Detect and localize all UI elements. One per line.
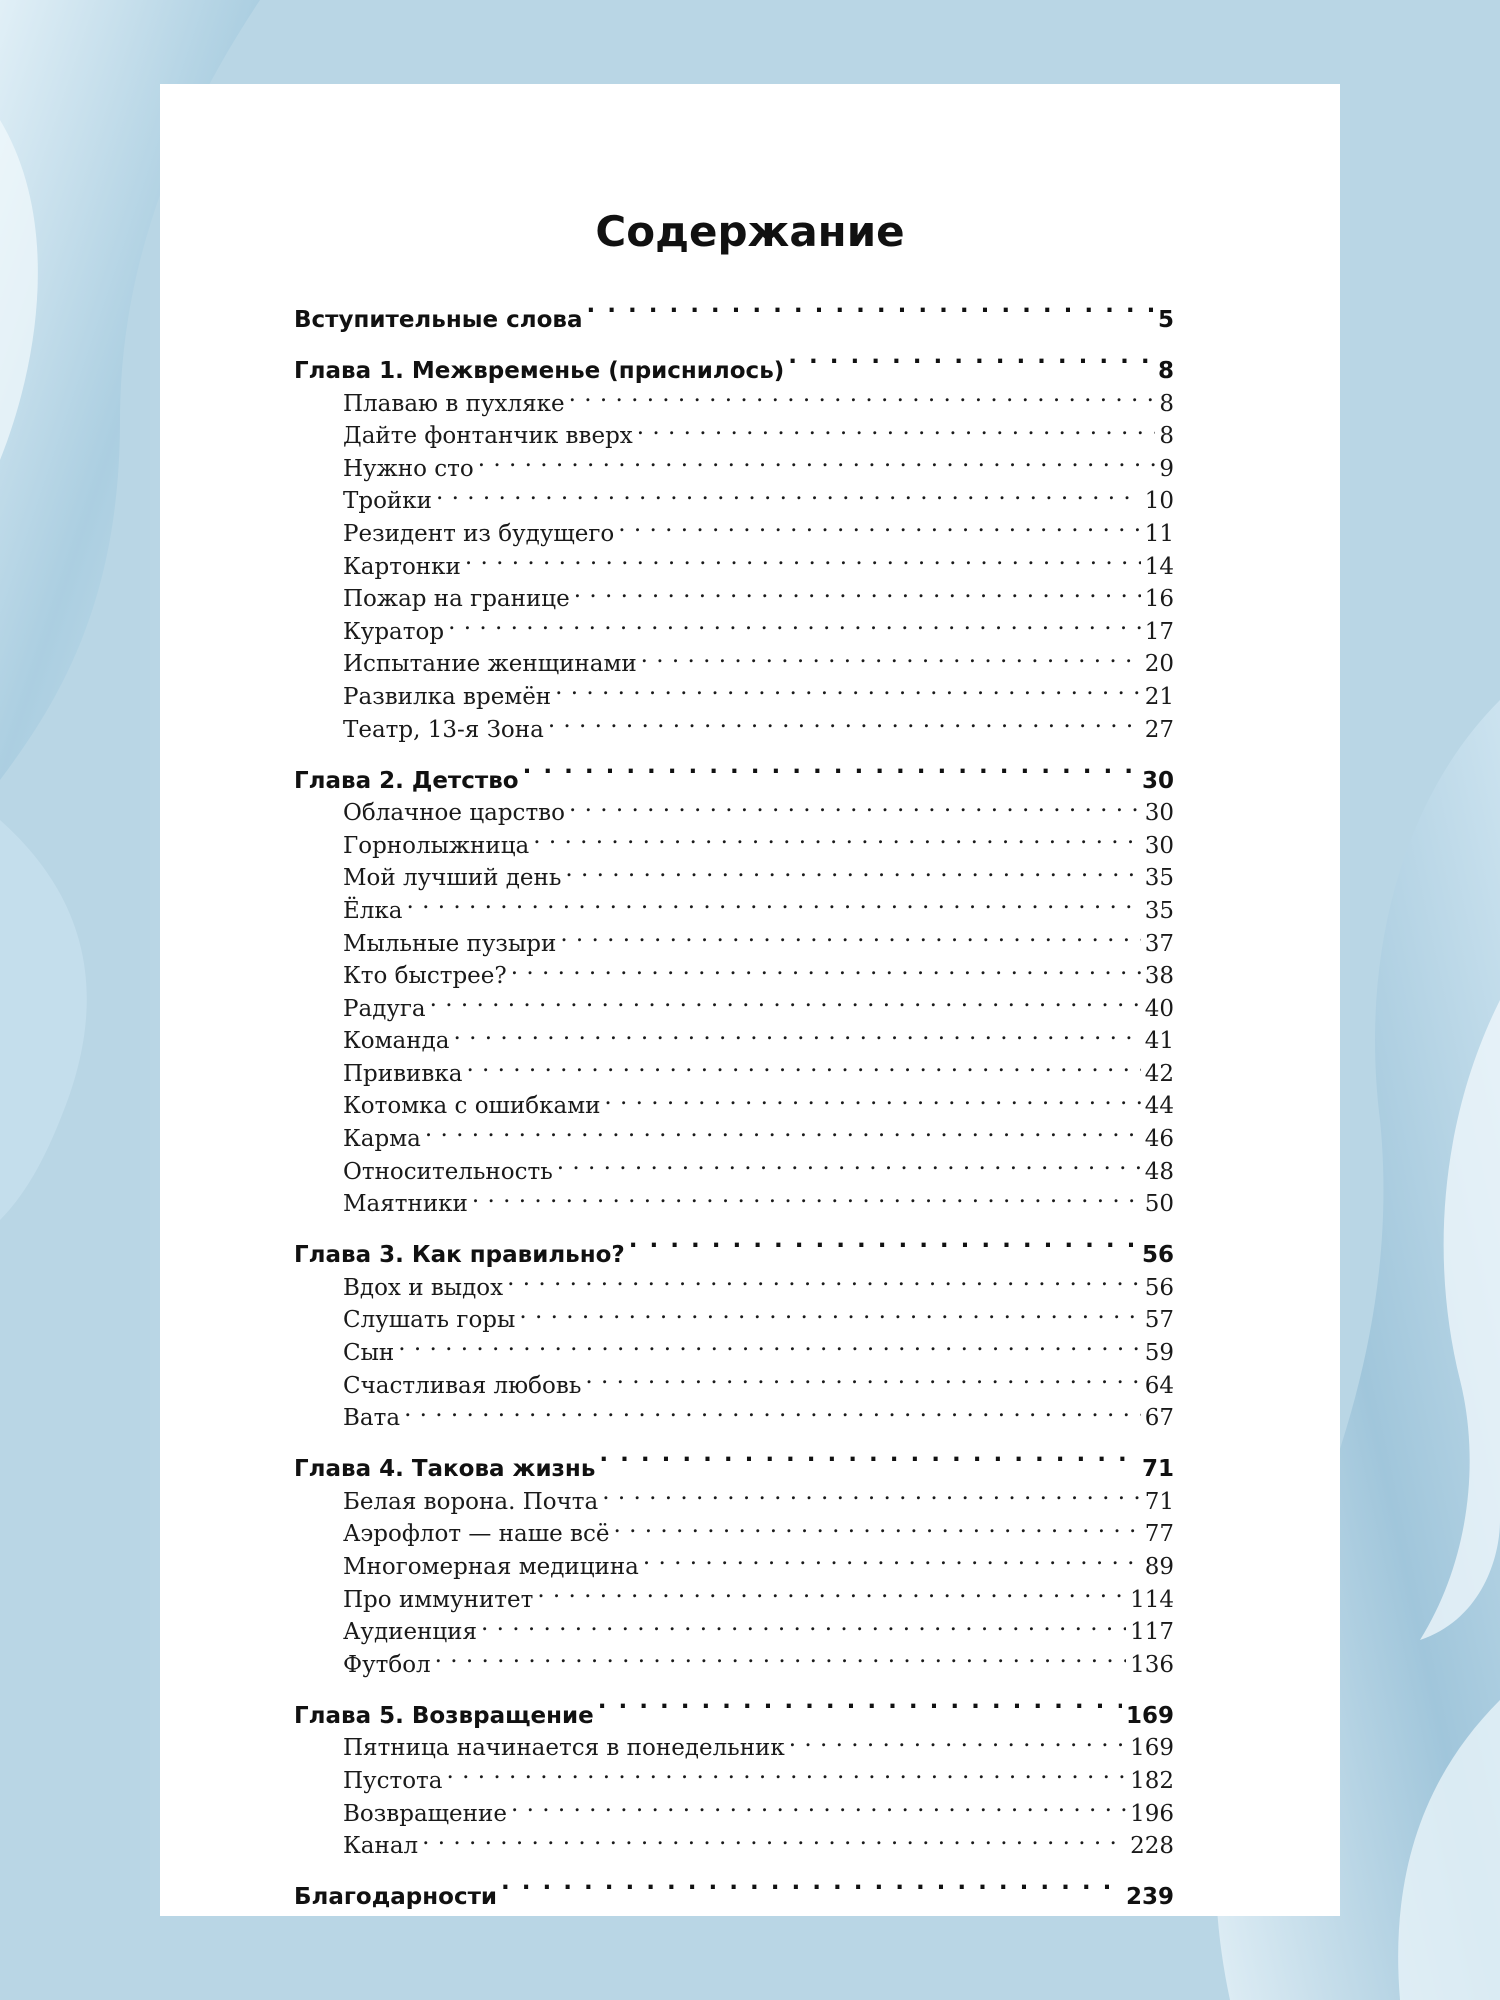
toc-section-entry [294, 1821, 1174, 1860]
toc-page-number: 239 [1125, 1884, 1174, 1911]
toc-entry-title: Аудиенция [343, 1619, 478, 1646]
toc-section-entry [294, 639, 1174, 678]
dot-leader [598, 1680, 1122, 1723]
toc-page-number: 11 [1144, 520, 1174, 547]
toc-entry-title: Котомка с ошибками [343, 1093, 601, 1120]
toc-page-number: 117 [1130, 1619, 1174, 1646]
dot-leader [425, 1113, 1141, 1146]
toc-page-number: 41 [1144, 1028, 1174, 1055]
toc-section-entry [294, 1541, 1174, 1580]
toc-page-number: 20 [1144, 651, 1174, 678]
toc-section-entry [294, 1081, 1174, 1120]
toc-page-number: 46 [1144, 1126, 1174, 1153]
book-page [160, 84, 1340, 1916]
dot-leader [555, 671, 1141, 704]
toc-entry-title: Резидент из будущего [343, 520, 615, 547]
toc-entry-title: Относительность [343, 1158, 553, 1185]
toc-entry-title: Радуга [343, 995, 426, 1022]
toc-entry-title: Вдох и выдох [343, 1274, 504, 1301]
toc-page-number: 38 [1144, 963, 1174, 990]
dot-leader [586, 284, 1154, 327]
toc-page-number: 56 [1144, 1274, 1174, 1301]
toc-section-entry [294, 1295, 1174, 1334]
toc-entry-title: Слушать горы [343, 1307, 516, 1334]
toc-page-number: 89 [1144, 1554, 1174, 1580]
toc-section-entry [294, 574, 1174, 613]
toc-entry-title: Театр, 13-я Зона [343, 716, 544, 743]
dot-leader [604, 1081, 1140, 1114]
dot-leader [430, 983, 1141, 1016]
toc-section-entry [294, 1360, 1174, 1399]
toc-section-entry [294, 378, 1174, 417]
toc-chapter-entry [294, 335, 1174, 384]
dot-leader [407, 885, 1141, 918]
dot-leader [560, 918, 1140, 951]
dot-leader [478, 443, 1156, 476]
toc-page-number: 71 [1144, 1488, 1174, 1515]
toc-entry-title: Глава 5. Возвращение [294, 1702, 594, 1729]
dot-leader [537, 1574, 1126, 1607]
toc-entry-title: Глава 2. Детство [294, 767, 519, 794]
toc-page-number: 169 [1125, 1702, 1174, 1729]
toc-section-entry [294, 1327, 1174, 1367]
toc-page-number: 30 [1144, 832, 1174, 859]
dot-leader [637, 411, 1156, 444]
toc-section-entry [294, 1723, 1174, 1762]
dot-leader [599, 1433, 1138, 1476]
dot-leader [511, 951, 1141, 984]
toc-section-entry [294, 1574, 1174, 1613]
dot-leader [557, 1146, 1141, 1179]
dot-leader [466, 1048, 1140, 1081]
toc-page-number: 16 [1144, 586, 1174, 613]
toc-entry-title: Канал [343, 1833, 419, 1860]
table-of-contents [294, 284, 1329, 1911]
dot-leader [446, 1755, 1126, 1788]
toc-section-entry [294, 1393, 1174, 1432]
toc-section-entry [294, 704, 1174, 743]
toc-entry-title: Глава 1. Межвременье (приснилось) [294, 358, 785, 384]
toc-chapter-entry [294, 745, 1174, 794]
toc-page-number: 50 [1144, 1191, 1174, 1218]
dot-leader [643, 1541, 1141, 1574]
toc-entry-title: Куратор [343, 618, 445, 645]
toc-entry-title: Облачное царство [343, 800, 565, 827]
toc-section-entry [294, 443, 1174, 482]
toc-entry-title: Сын [343, 1340, 395, 1367]
toc-page-number: 71 [1141, 1456, 1174, 1483]
dot-leader [453, 1016, 1140, 1049]
toc-section-entry [294, 1179, 1174, 1218]
toc-entry-title: Нужно сто [343, 455, 474, 482]
toc-section-entry [294, 1607, 1174, 1646]
toc-page-number: 37 [1144, 930, 1174, 957]
toc-page-number: 136 [1130, 1651, 1174, 1678]
dot-leader [613, 1509, 1140, 1542]
dot-leader [574, 574, 1141, 607]
toc-entry-title: Вата [343, 1405, 401, 1432]
toc-entry-title: Плаваю в пухляке [343, 390, 565, 417]
toc-chapter-entry [294, 1219, 1174, 1269]
dot-leader [585, 1360, 1140, 1393]
dot-leader [481, 1607, 1126, 1640]
dot-leader [788, 335, 1154, 378]
toc-section-entry [294, 606, 1174, 645]
toc-page-number: 10 [1144, 488, 1174, 515]
dot-leader [507, 1262, 1141, 1295]
toc-entry-title: Многомерная медицина [343, 1554, 639, 1580]
toc-entry-title: Развилка времён [343, 683, 552, 710]
toc-section-entry [294, 1048, 1174, 1087]
toc-section-entry [294, 788, 1174, 827]
toc-section-entry [294, 951, 1174, 990]
toc-section-entry [294, 820, 1174, 859]
toc-section-entry [294, 1788, 1174, 1827]
dot-leader [629, 1219, 1138, 1262]
dot-leader [511, 1788, 1126, 1821]
dot-leader [422, 1821, 1126, 1854]
toc-entry-title: Ёлка [343, 897, 403, 924]
toc-page-number: 30 [1141, 767, 1174, 794]
toc-entry-title: Картонки [343, 553, 461, 580]
toc-entry-title: Горнолыжница [343, 832, 530, 859]
toc-page-number: 57 [1144, 1307, 1174, 1334]
toc-entry-title: Прививка [343, 1060, 463, 1087]
toc-entry-title: Аэрофлот — наше всё [343, 1521, 610, 1548]
toc-page-number: 30 [1144, 800, 1174, 827]
toc-entry-title: Маятники [343, 1191, 468, 1218]
toc-page-number: 35 [1144, 897, 1174, 924]
toc-section-entry [294, 541, 1174, 580]
dot-leader [789, 1723, 1126, 1756]
dot-leader [519, 1295, 1140, 1328]
toc-page-number: 42 [1144, 1060, 1174, 1087]
toc-page-number: 196 [1130, 1800, 1174, 1827]
dot-leader [533, 820, 1141, 853]
toc-section-entry [294, 671, 1174, 710]
toc-section-entry [294, 1016, 1174, 1055]
toc-entry-title: Вступительные слова [294, 307, 583, 333]
toc-page-number: 21 [1144, 683, 1174, 710]
toc-page-number: 17 [1144, 618, 1174, 645]
toc-section-entry [294, 983, 1174, 1022]
toc-page-number: 56 [1141, 1242, 1174, 1269]
toc-entry-title: Про иммунитет [343, 1586, 534, 1613]
toc-section-entry [294, 508, 1174, 547]
toc-page-number: 27 [1144, 716, 1174, 743]
toc-page-number: 44 [1144, 1093, 1174, 1120]
dot-leader [501, 1861, 1122, 1904]
dot-leader [602, 1476, 1140, 1509]
dot-leader [548, 704, 1141, 737]
toc-entry-title: Счастливая любовь [343, 1372, 582, 1399]
toc-page-number: 228 [1130, 1833, 1174, 1860]
toc-section-entry [294, 1262, 1174, 1301]
toc-page-number: 169 [1130, 1735, 1174, 1762]
toc-entry-title: Тройки [343, 488, 432, 515]
toc-page-number: 77 [1144, 1521, 1174, 1548]
toc-entry-title: Белая ворона. Почта [343, 1488, 599, 1515]
toc-entry-title: Мой лучший день [343, 865, 562, 892]
toc-entry-title: Пустота [343, 1767, 443, 1794]
toc-page-number: 114 [1130, 1586, 1174, 1613]
toc-entry-title: Мыльные пузыри [343, 930, 557, 957]
toc-entry-title: Карма [343, 1126, 421, 1153]
toc-page-number: 59 [1144, 1340, 1174, 1367]
toc-chapter-entry [294, 1433, 1174, 1483]
toc-entry-title: Глава 3. Как правильно? [294, 1242, 625, 1269]
toc-page-number: 8 [1159, 390, 1174, 417]
toc-entry-title: Возвращение [343, 1800, 507, 1827]
toc-page-number: 48 [1144, 1158, 1174, 1185]
toc-page-number: 35 [1144, 865, 1174, 892]
toc-section-entry [294, 885, 1174, 924]
dot-leader [465, 541, 1141, 574]
toc-page-number: 40 [1144, 995, 1174, 1022]
toc-chapter-entry [294, 284, 1174, 333]
toc-section-entry [294, 1113, 1174, 1153]
toc-entry-title: Команда [343, 1028, 450, 1055]
dot-leader [472, 1179, 1141, 1212]
toc-entry-title: Кто быстрее? [343, 963, 507, 990]
dot-leader [523, 745, 1138, 788]
toc-section-entry [294, 918, 1174, 957]
dot-leader [565, 853, 1140, 886]
toc-chapter-entry [294, 1680, 1174, 1729]
toc-page-number: 8 [1157, 358, 1174, 384]
dot-leader [448, 606, 1141, 639]
toc-section-entry [294, 1146, 1174, 1185]
toc-entry-title: Футбол [343, 1651, 431, 1678]
toc-section-entry [294, 411, 1174, 450]
toc-section-entry [294, 853, 1174, 892]
toc-entry-title: Пятница начинается в понедельник [343, 1735, 785, 1762]
toc-chapter-entry [294, 1861, 1174, 1911]
dot-leader [398, 1327, 1140, 1360]
toc-section-entry [294, 1639, 1174, 1678]
dot-leader [436, 476, 1141, 509]
toc-page-number: 64 [1144, 1372, 1174, 1399]
toc-page-number: 14 [1144, 553, 1174, 580]
dot-leader [569, 788, 1141, 821]
toc-section-entry [294, 1755, 1174, 1794]
toc-page-number: 8 [1159, 423, 1174, 450]
toc-section-entry [294, 1509, 1174, 1548]
toc-page-number: 182 [1130, 1767, 1174, 1794]
toc-entry-title: Глава 4. Такова жизнь [294, 1456, 596, 1483]
toc-page-number: 9 [1159, 455, 1174, 482]
toc-entry-title: Благодарности [294, 1884, 498, 1911]
dot-leader [618, 508, 1140, 541]
toc-page-number: 67 [1144, 1405, 1174, 1432]
toc-entry-title: Пожар на границе [343, 586, 570, 613]
toc-page-number: 5 [1157, 307, 1174, 333]
page-title: Содержание [595, 207, 905, 256]
dot-leader [404, 1393, 1141, 1426]
toc-section-entry [294, 476, 1174, 515]
dot-leader [435, 1639, 1126, 1672]
toc-entry-title: Испытание женщинами [343, 651, 637, 678]
dot-leader [641, 639, 1141, 672]
toc-section-entry [294, 1476, 1174, 1515]
toc-entry-title: Дайте фонтанчик вверх [343, 423, 633, 450]
dot-leader [569, 378, 1156, 411]
